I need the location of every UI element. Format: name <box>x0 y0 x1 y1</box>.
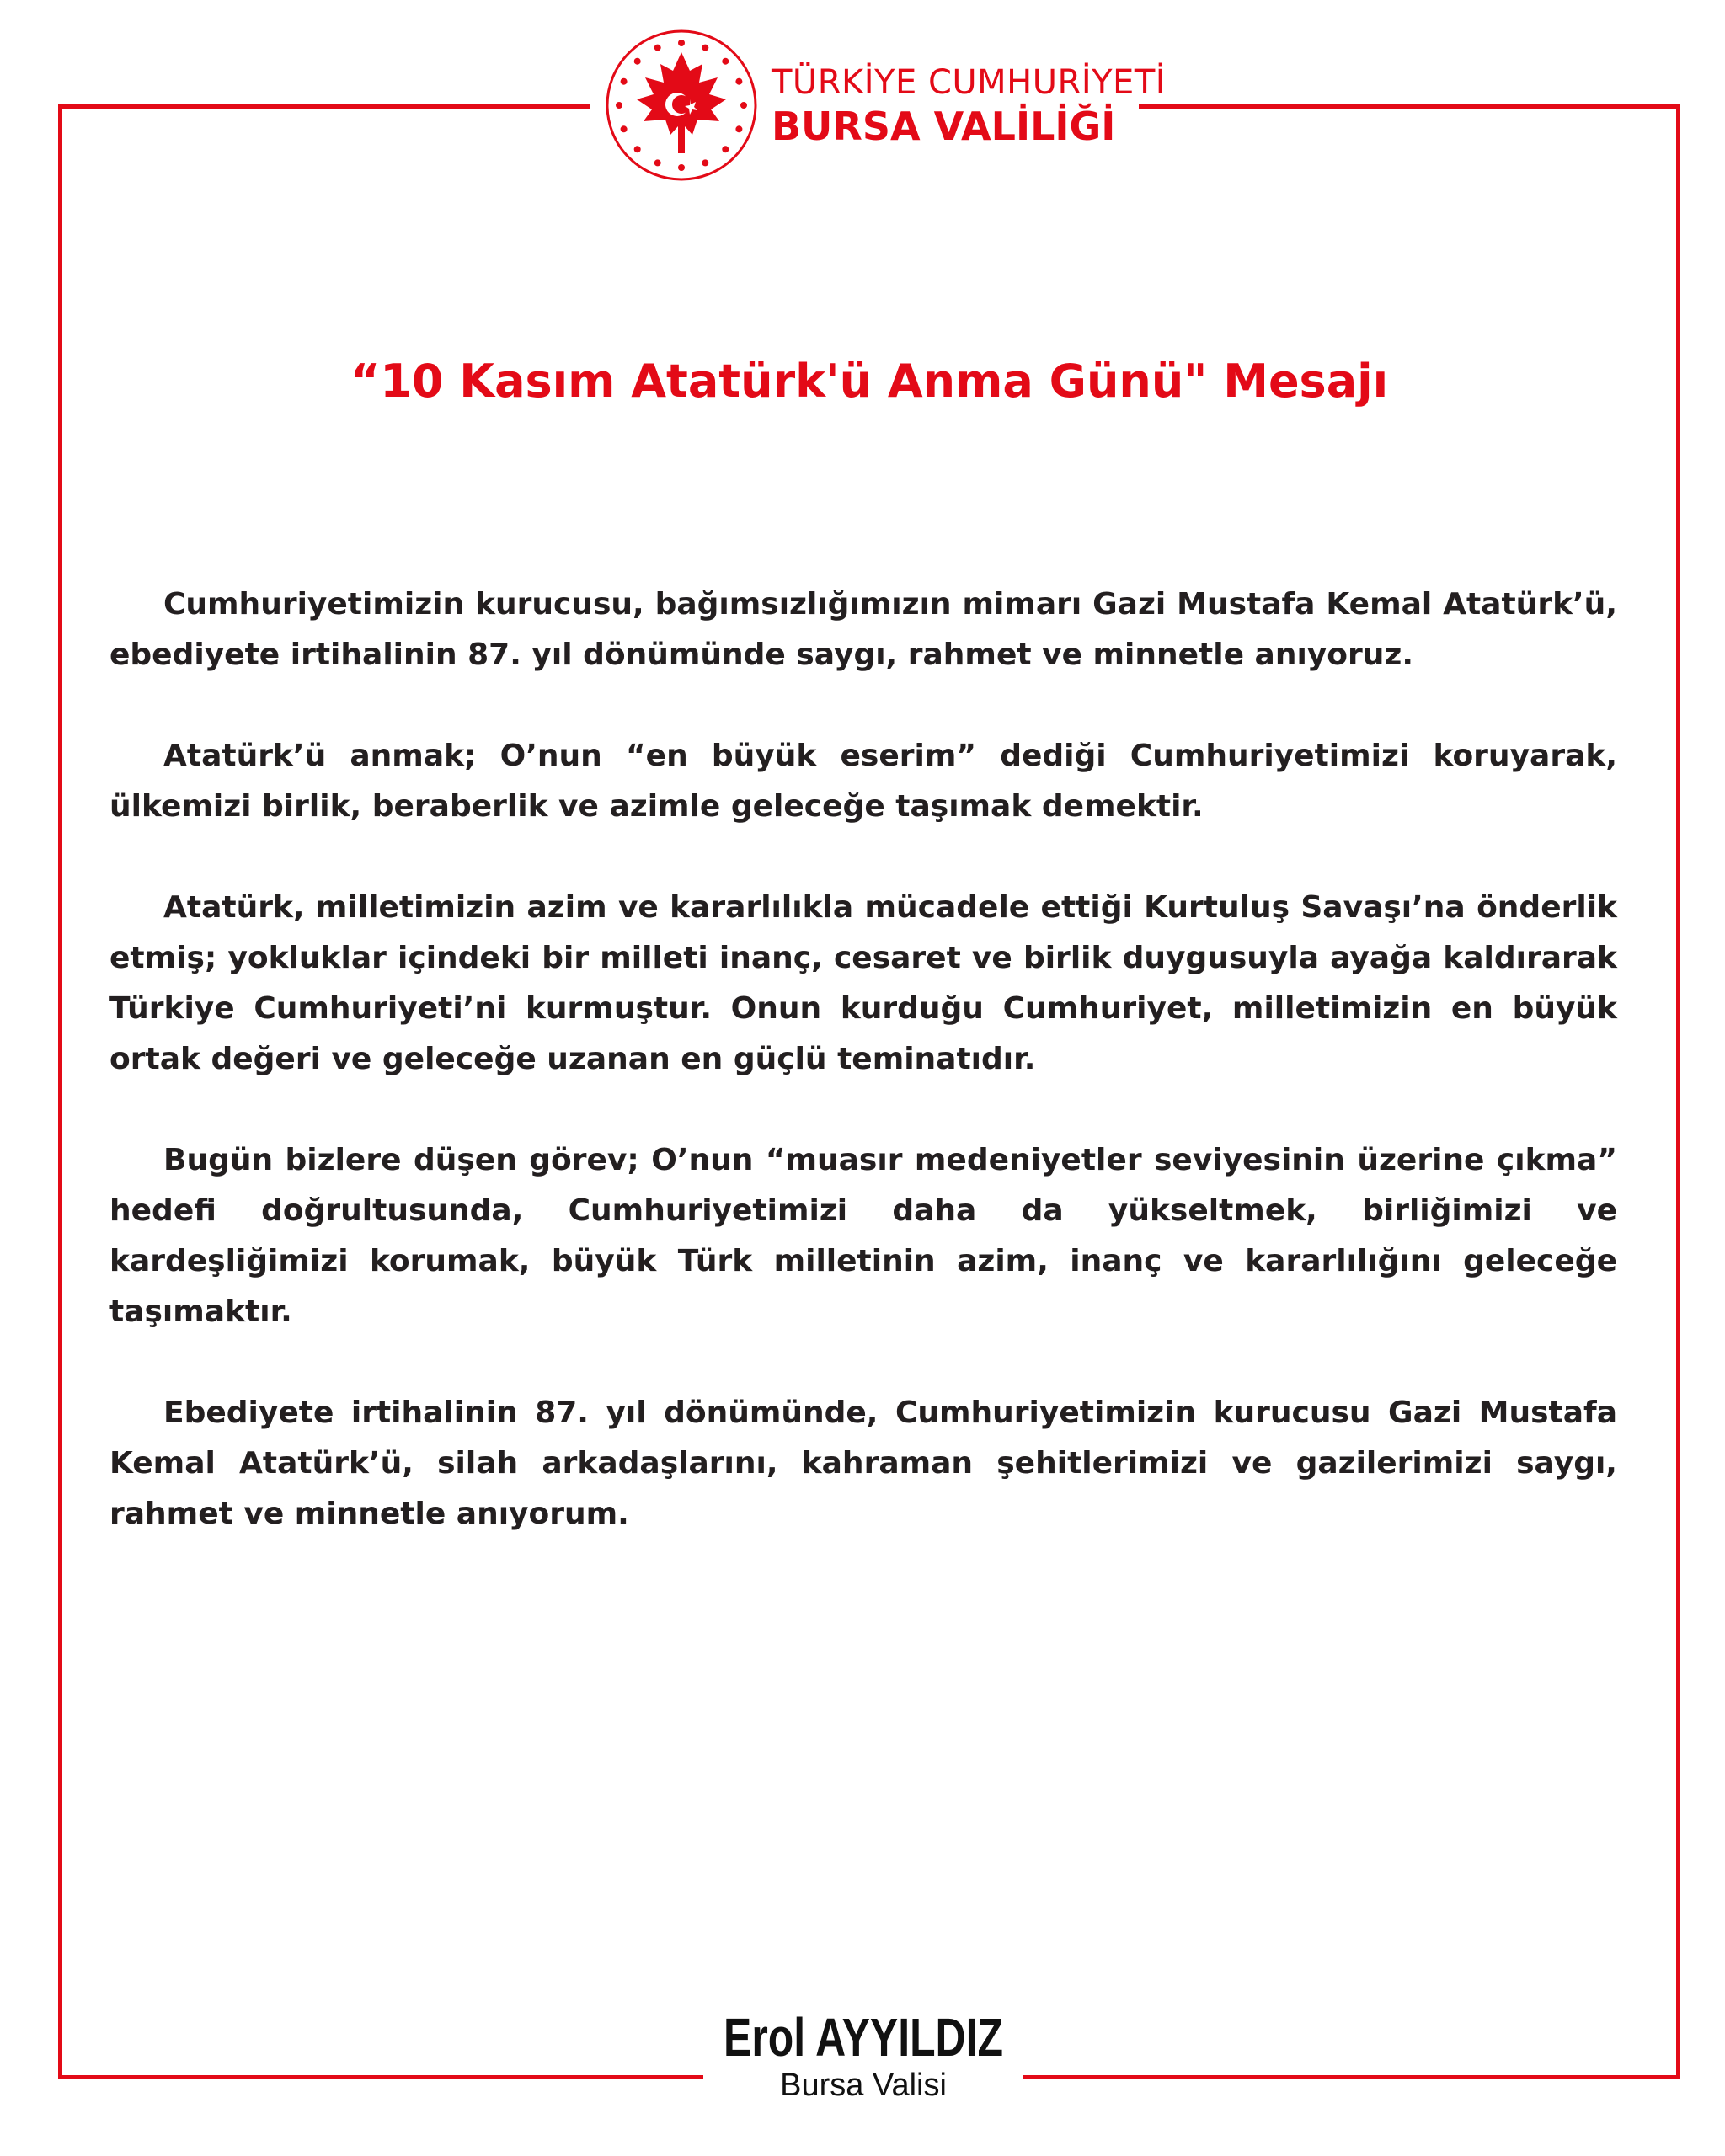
signatory-name: Erol AYYILDIZ <box>724 2007 1003 2068</box>
emblem-star <box>654 45 661 51</box>
emblem-star <box>621 125 628 132</box>
signatory-title: Bursa Valisi <box>780 2068 947 2103</box>
emblem-star <box>740 102 747 109</box>
signature-block <box>674 2006 1053 2102</box>
turkish-state-emblem-icon <box>603 27 760 184</box>
emblem-star <box>654 159 661 166</box>
paragraph: Ebediyete irtihalinin 87. yıl dönümünde, Cumhuriyetimizin kurucusu Gazi Mustafa Kemal Atatürk’ü, silah arkadaşlarını, kahraman şehitlerimizi ve gazilerimizi saygı, rahmet ve minnetle anıyorum. <box>109 1396 1617 1531</box>
header-institution: BURSA VALİLİĞİ <box>772 104 1116 149</box>
emblem-star <box>616 102 622 109</box>
message-body <box>109 579 1617 1590</box>
emblem-star <box>634 146 641 152</box>
header-country: TÜRKİYE CUMHURİYETİ <box>772 63 1167 102</box>
emblem-star <box>634 58 641 65</box>
header-text <box>772 62 1167 150</box>
emblem-star <box>621 78 628 85</box>
emblem-star <box>722 58 729 65</box>
emblem-star <box>722 146 729 152</box>
emblem-star <box>735 125 742 132</box>
emblem-star <box>735 78 742 85</box>
emblem-star <box>702 159 708 166</box>
emblem-star <box>678 164 685 171</box>
emblem-star <box>702 45 708 51</box>
paragraph: Bugün bizlere düşen görev; O’nun “muasır medeniyetler seviyesinin üzerine çıkma” hedefi doğrultusunda, Cumhuriyetimizi daha da yükseltmek, birliğimizi ve kardeşliğimizi korumak, büyük Türk milletinin azim, inanç ve kararlılığını geleceğe taşımaktır. <box>109 1143 1617 1329</box>
header-logo <box>603 27 1167 195</box>
page-title: “10 Kasım Atatürk'ü Anma Günü" Mesajı <box>350 355 1389 408</box>
emblem-star <box>678 40 685 46</box>
paragraph: Atatürk, milletimizin azim ve kararlılıkla mücadele ettiği Kurtuluş Savaşı’na önderlik etmiş; yokluklar içindeki bir milleti inanç, cesaret ve birlik duygusuyla ayağa kaldırarak Türkiye Cumhuriyeti’ni kurmuştur. Onun kurduğu Cumhuriyet, milletimizin en büyük ortak değeri ve geleceğe uzanan en güçlü teminatıdır. <box>109 890 1617 1076</box>
paragraph: Atatürk’ü anmak; O’nun “en büyük eserim” dediği Cumhuriyetimizi koruyarak, ülkemizi birlik, beraberlik ve azimle geleceğe taşımak demektir. <box>109 739 1617 824</box>
paragraph: Cumhuriyetimizin kurucusu, bağımsızlığımızın mimarı Gazi Mustafa Kemal Atatürk’ü, ebediyete irtihalinin 87. yıl dönümünde saygı, rahmet ve minnetle anıyoruz. <box>109 587 1617 672</box>
